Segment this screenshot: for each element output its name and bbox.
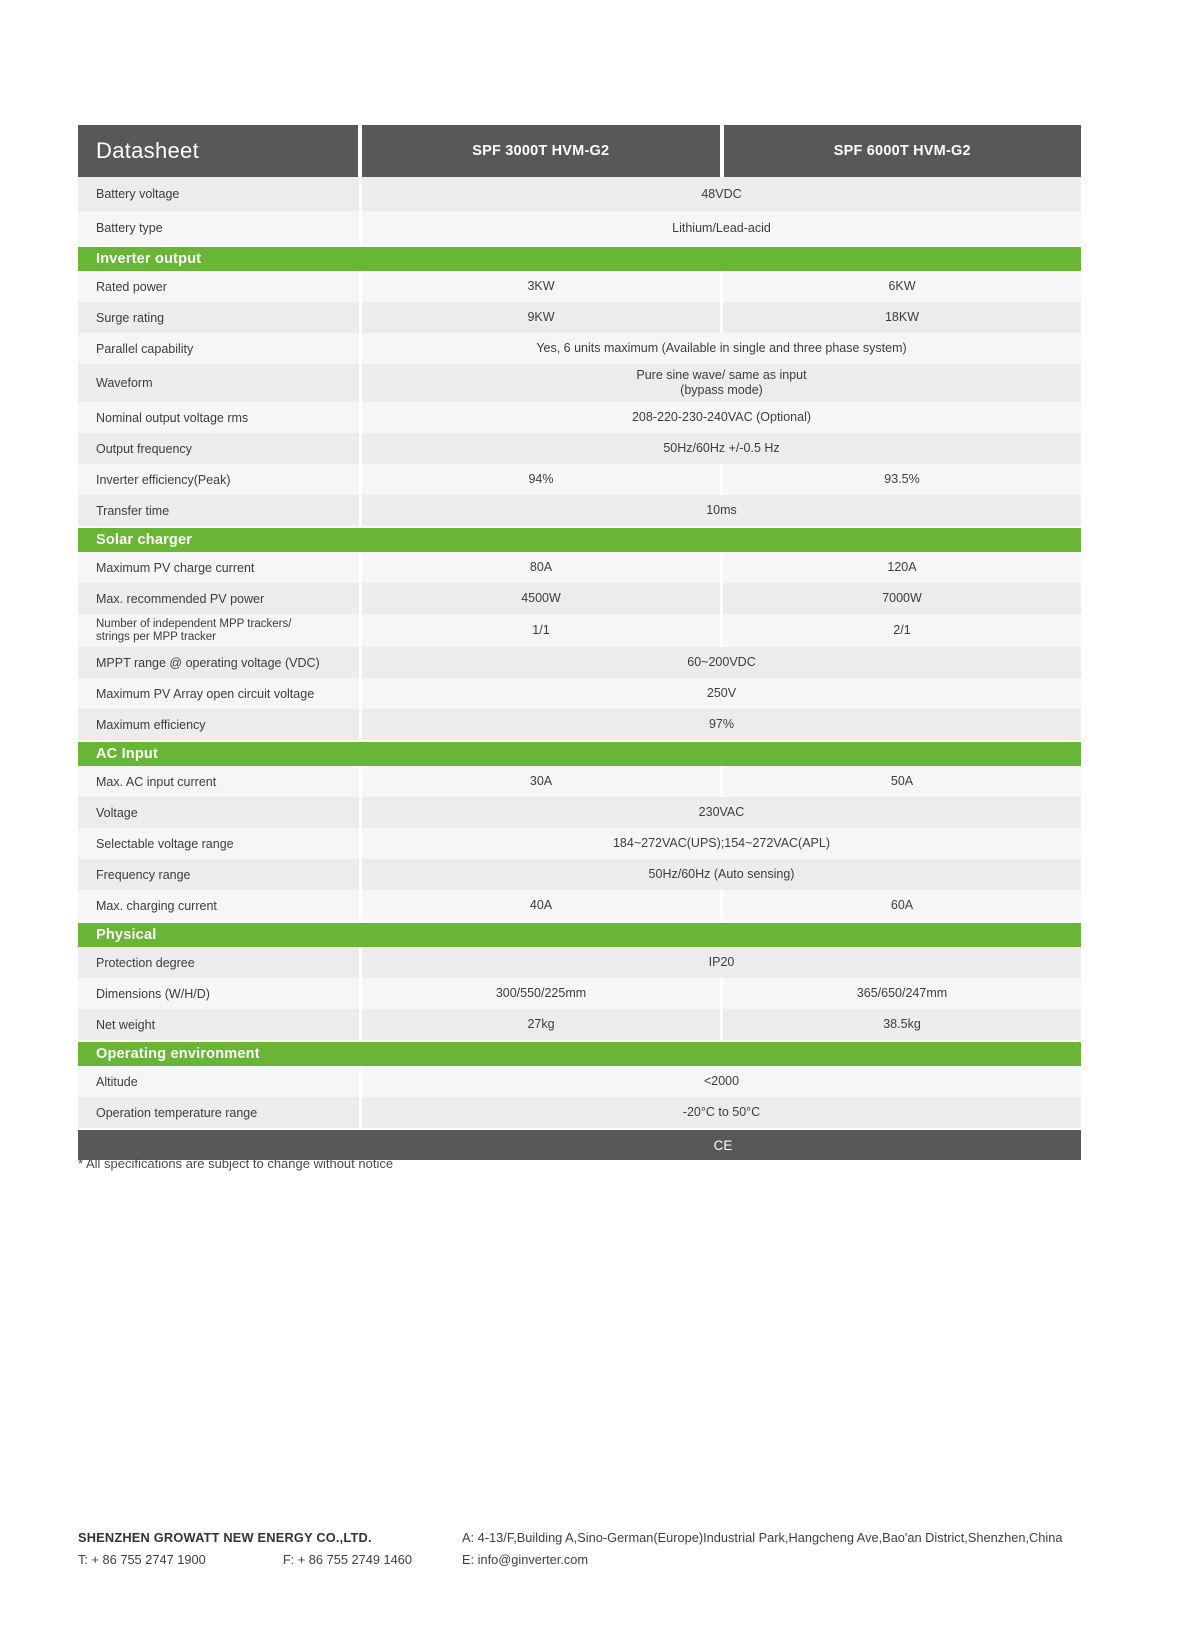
row-label-text: Operation temperature range — [96, 1105, 258, 1120]
row-label — [78, 211, 362, 245]
phone-fax-line — [78, 1548, 462, 1570]
column-header-spf-3000t: SPF 3000T HVM-G2 — [472, 143, 610, 159]
row-value-text: 9KW — [527, 310, 555, 324]
row-value-text: 60A — [890, 898, 914, 912]
table-row — [78, 495, 1081, 526]
column-header-spf-6000t: SPF 6000T HVM-G2 — [720, 125, 1082, 177]
row-label-text: Frequency range — [96, 867, 191, 882]
section-title: Physical — [96, 927, 157, 943]
table-row — [78, 678, 1081, 709]
row-value-col2 — [720, 766, 1081, 797]
row-value-text: 120A — [887, 560, 917, 574]
row-value-span — [362, 828, 1081, 859]
row-label-text: Max. AC input current — [96, 774, 217, 789]
row-label-text: Transfer time — [96, 503, 170, 518]
row-label-text: Nominal output voltage rms — [96, 410, 249, 425]
row-value-span — [362, 433, 1081, 464]
table-row — [78, 552, 1081, 583]
table-row — [78, 614, 1081, 647]
row-value-span — [362, 1097, 1081, 1128]
company-name: SHENZHEN GROWATT NEW ENERGY CO.,LTD. — [78, 1529, 372, 1545]
datasheet-table — [78, 125, 1081, 1160]
row-label — [78, 947, 362, 978]
row-value-col2 — [720, 978, 1081, 1009]
row-value-col1 — [362, 552, 720, 583]
row-label — [78, 766, 362, 797]
row-label-text: Battery type — [96, 221, 163, 235]
row-value-span — [362, 177, 1081, 211]
row-value-col1 — [362, 464, 720, 495]
row-value-text: 50Hz/60Hz (Auto sensing) — [648, 867, 795, 881]
row-value-text: 30A — [529, 774, 553, 788]
row-value-col1 — [362, 1009, 720, 1040]
row-value-span — [362, 211, 1081, 245]
table-row — [78, 709, 1081, 740]
row-value-text: 93.5% — [884, 472, 920, 486]
row-label-text: MPPT range @ operating voltage (VDC) — [96, 655, 320, 670]
row-value-text: 18KW — [884, 310, 920, 324]
row-value-col2 — [720, 464, 1081, 495]
row-value-span — [362, 859, 1081, 890]
row-label — [78, 614, 362, 647]
row-label-line: Number of independent MPP trackers/ — [96, 618, 292, 630]
table-row — [78, 890, 1081, 921]
row-value-col2 — [720, 583, 1081, 614]
row-value-text: 4500W — [521, 591, 561, 605]
row-value-line: Pure sine wave/ same as input — [636, 368, 807, 382]
row-value-span — [362, 1066, 1081, 1097]
table-row — [78, 433, 1081, 464]
row-label — [78, 177, 362, 211]
table-row — [78, 402, 1081, 433]
table-row — [78, 947, 1081, 978]
row-value-col1 — [362, 766, 720, 797]
section-title: Operating environment — [96, 1046, 260, 1062]
row-value-span — [362, 797, 1081, 828]
row-value-col2 — [720, 302, 1081, 333]
row-value-text: 94% — [528, 472, 554, 486]
row-value-col2 — [720, 271, 1081, 302]
phone-number: T: + 86 755 2747 1900 — [78, 1551, 206, 1567]
row-value-span — [362, 333, 1081, 364]
company-address: A: 4-13/F,Building A,Sino-German(Europe)Industrial Park,Hangcheng Ave,Bao'an District,Shenzhen,China — [462, 1529, 1063, 1545]
row-label — [78, 859, 362, 890]
row-value-line: (bypass mode) — [680, 383, 763, 397]
row-value-text: 60~200VDC — [687, 655, 756, 669]
row-label — [78, 1009, 362, 1040]
table-row — [78, 333, 1081, 364]
row-label — [78, 433, 362, 464]
row-value-text: 184~272VAC(UPS);154~272VAC(APL) — [612, 836, 831, 850]
row-label — [78, 402, 362, 433]
row-value-text: 97% — [708, 717, 735, 731]
row-value-text: 250V — [706, 686, 737, 700]
page-footer — [78, 1526, 1140, 1570]
row-label — [78, 552, 362, 583]
row-value-col1 — [362, 614, 720, 647]
row-value-span — [362, 947, 1081, 978]
row-label — [78, 1097, 362, 1128]
section-header-solar-charger — [78, 528, 1081, 552]
row-label — [78, 364, 362, 402]
row-value-text: 208-220-230-240VAC (Optional) — [631, 410, 812, 424]
row-value-col2 — [720, 552, 1081, 583]
section-header-ac-input — [78, 742, 1081, 766]
table-row — [78, 859, 1081, 890]
row-label — [78, 333, 362, 364]
row-label-text: Altitude — [96, 1074, 138, 1089]
row-label-text: Surge rating — [96, 310, 165, 325]
row-label — [78, 890, 362, 921]
section-header-inverter-output — [78, 247, 1081, 271]
row-value-col1 — [362, 302, 720, 333]
table-row — [78, 302, 1081, 333]
row-label — [78, 709, 362, 740]
section-header-physical — [78, 923, 1081, 947]
row-label-text: Waveform — [96, 376, 153, 390]
table-row — [78, 647, 1081, 678]
row-label-text: Battery voltage — [96, 187, 180, 201]
row-value-text: 6KW — [888, 279, 916, 293]
row-label-text: Max. recommended PV power — [96, 591, 265, 606]
row-label-text: Max. charging current — [96, 898, 217, 913]
row-label — [78, 271, 362, 302]
row-value-col1 — [362, 271, 720, 302]
row-value-text: 50Hz/60Hz +/-0.5 Hz — [663, 441, 780, 455]
row-value-text: 3KW — [527, 279, 555, 293]
row-value-text: 7000W — [882, 591, 922, 605]
row-value-span — [362, 495, 1081, 526]
row-value-text: Yes, 6 units maximum (Available in single and three phase system) — [536, 341, 907, 355]
disclaimer-note: * All specifications are subject to change without notice — [78, 1156, 394, 1171]
table-row — [78, 797, 1081, 828]
table-row — [78, 978, 1081, 1009]
table-row — [78, 271, 1081, 302]
row-value-span — [362, 402, 1081, 433]
row-value-text: 50A — [890, 774, 914, 788]
row-value-col2 — [720, 614, 1081, 647]
table-row — [78, 364, 1081, 402]
row-value-text: 80A — [529, 560, 553, 574]
row-label-text: Net weight — [96, 1017, 156, 1032]
row-value-text: 230VAC — [698, 805, 745, 819]
table-row — [78, 211, 1081, 245]
row-label — [78, 583, 362, 614]
fax-number: F: + 86 755 2749 1460 — [282, 1551, 412, 1567]
row-value-text: 38.5kg — [883, 1017, 921, 1031]
certification-text: CE — [713, 1137, 733, 1153]
company-email: E: info@ginverter.com — [462, 1551, 589, 1567]
row-value-span — [362, 678, 1081, 709]
table-header-row — [78, 125, 1081, 177]
row-value-col2 — [720, 890, 1081, 921]
row-label — [78, 1066, 362, 1097]
row-value-text: 48VDC — [701, 186, 742, 201]
section-header-operating-environment — [78, 1042, 1081, 1066]
row-value-text: 1/1 — [532, 623, 550, 637]
row-value-span — [362, 709, 1081, 740]
row-value-col1 — [362, 890, 720, 921]
row-label — [78, 647, 362, 678]
table-row — [78, 583, 1081, 614]
row-label-text: Maximum PV charge current — [96, 560, 255, 575]
footer-contact-block — [462, 1526, 1140, 1570]
table-row — [78, 828, 1081, 859]
table-row — [78, 1097, 1081, 1128]
row-value-text: IP20 — [708, 955, 735, 969]
row-label-text: Parallel capability — [96, 341, 194, 356]
row-label-text: Dimensions (W/H/D) — [96, 986, 210, 1001]
row-value-col2 — [720, 1009, 1081, 1040]
row-label-text: Voltage — [96, 805, 138, 820]
table-row — [78, 1066, 1081, 1097]
row-label-text: Maximum efficiency — [96, 717, 206, 732]
row-label-text: Rated power — [96, 279, 167, 294]
row-value-text: -20°C to 50°C — [682, 1105, 761, 1119]
row-value-text: 300/550/225mm — [495, 986, 587, 1000]
table-body — [78, 177, 1081, 1128]
row-label — [78, 828, 362, 859]
row-label-text: Maximum PV Array open circuit voltage — [96, 686, 315, 701]
table-title: Datasheet — [78, 125, 362, 177]
section-title: Inverter output — [96, 251, 202, 267]
row-label — [78, 302, 362, 333]
row-label-line: strings per MPP tracker — [96, 630, 216, 643]
row-label-text: Output frequency — [96, 441, 192, 456]
row-value-text: 2/1 — [893, 623, 911, 637]
row-value-text: 365/650/247mm — [856, 986, 948, 1000]
row-value-span — [362, 647, 1081, 678]
row-label-text: Protection degree — [96, 955, 195, 970]
table-row — [78, 1009, 1081, 1040]
footer-company-block — [78, 1526, 462, 1570]
row-value-span — [362, 364, 1081, 402]
row-label — [78, 495, 362, 526]
row-value-text: Lithium/Lead-acid — [672, 220, 771, 235]
row-value-text: 10ms — [706, 503, 737, 517]
row-value-col1 — [362, 978, 720, 1009]
row-label — [78, 797, 362, 828]
table-row — [78, 766, 1081, 797]
row-value-col1 — [362, 583, 720, 614]
table-row — [78, 464, 1081, 495]
table-row — [78, 177, 1081, 211]
row-label-text: Selectable voltage range — [96, 836, 234, 851]
row-label — [78, 678, 362, 709]
section-title: AC Input — [96, 746, 159, 762]
row-label — [78, 464, 362, 495]
row-label-text: Inverter efficiency(Peak) — [96, 472, 231, 487]
row-value-text: 27kg — [527, 1017, 555, 1031]
row-label — [78, 978, 362, 1009]
section-title: Solar charger — [96, 532, 193, 548]
row-value-text: <2000 — [703, 1074, 740, 1088]
row-value-text: 40A — [529, 898, 553, 912]
